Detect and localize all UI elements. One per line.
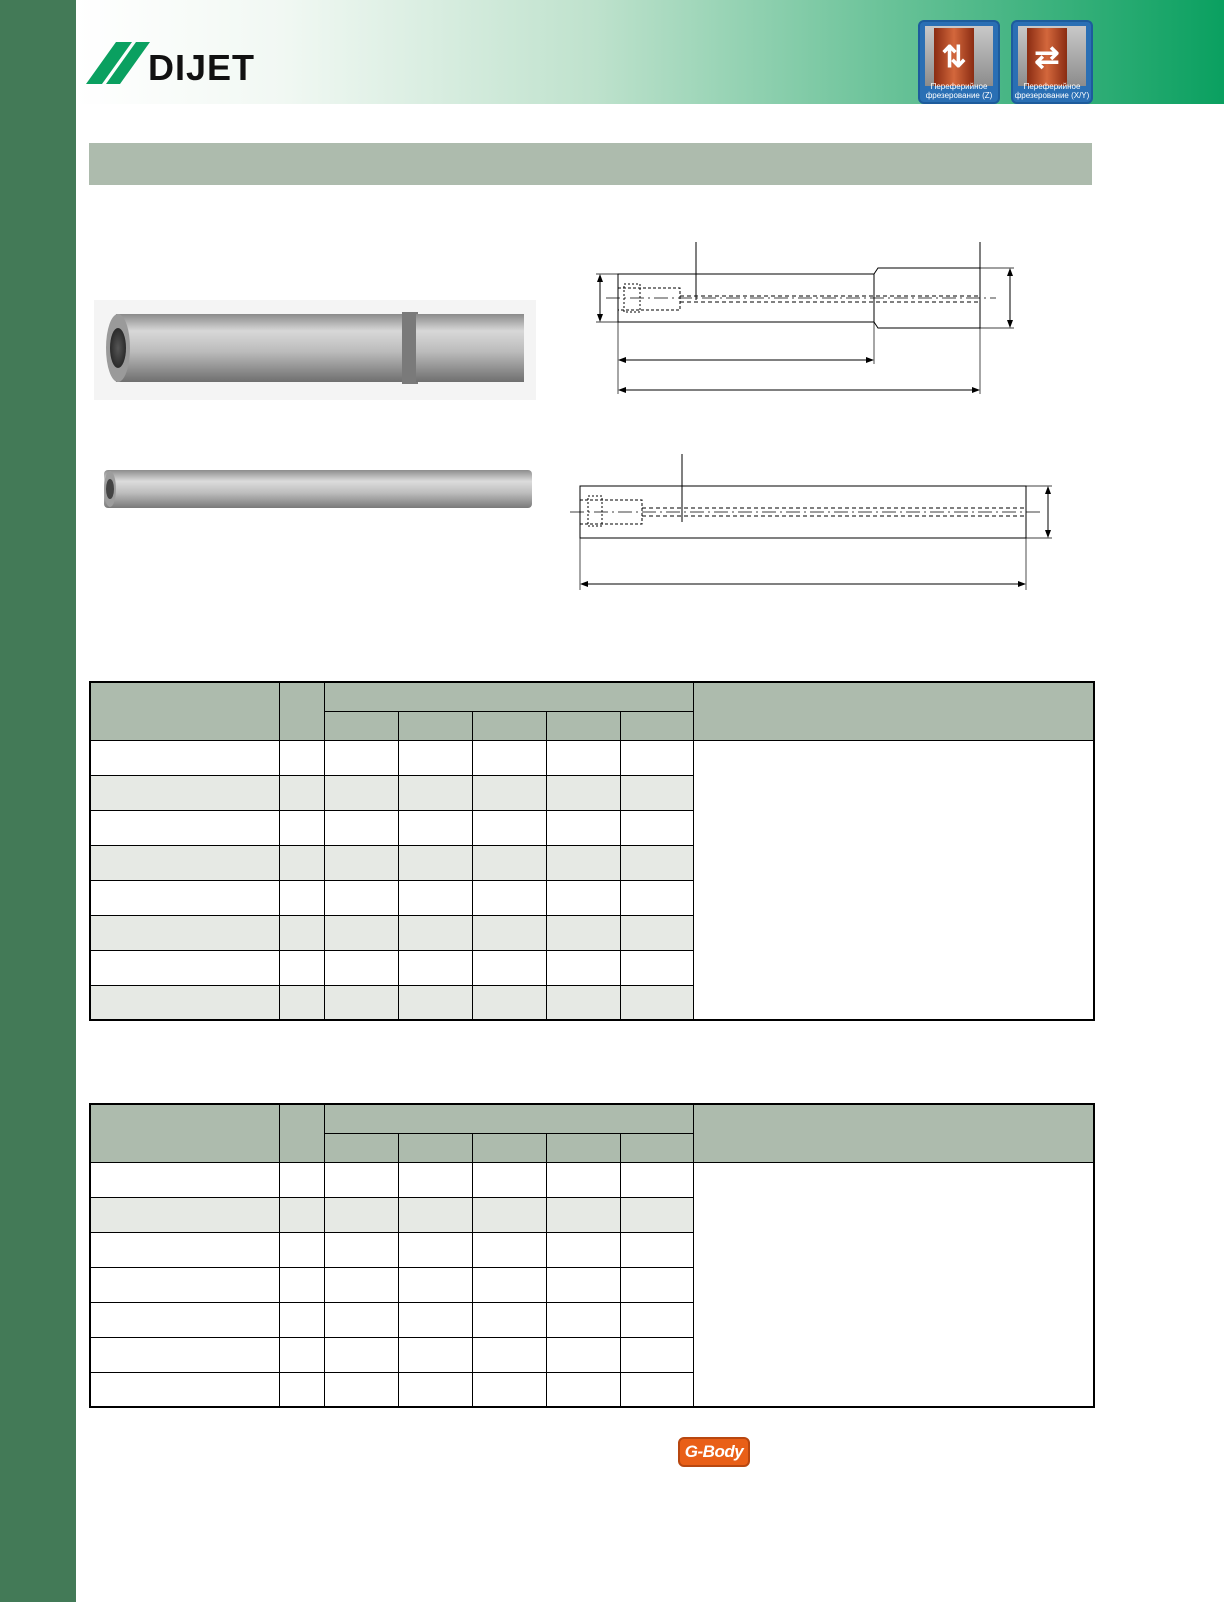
header-dim [546, 1133, 620, 1162]
table-row [90, 740, 1094, 775]
header-designation [90, 682, 279, 740]
peripheral-milling-z-badge [918, 20, 1000, 104]
mode-caption: Переферийное фрезерование (X/Y) [1014, 82, 1090, 100]
notes-cell [693, 740, 1094, 1020]
table-row [90, 1162, 1094, 1197]
horizontal-arrows-icon: ⇄ [1034, 41, 1060, 74]
logo-slashes-icon [86, 38, 150, 88]
straight-shank-drawing [570, 450, 1060, 596]
vertical-arrows-icon: ⇅ [941, 41, 967, 74]
logo-wordmark: DIJET [148, 47, 256, 88]
header-dim [620, 711, 693, 740]
g-body-badge: G-Body [678, 1437, 750, 1467]
straight-shank-photo [100, 466, 536, 512]
peripheral-milling-xy-badge [1011, 20, 1093, 104]
header-dimensions [324, 1104, 693, 1133]
spec-table-1 [89, 681, 1095, 1021]
header-notes [693, 1104, 1094, 1162]
header-dim [398, 711, 472, 740]
notes-cell [693, 1162, 1094, 1407]
header-dim [398, 1133, 472, 1162]
dijet-logo [86, 38, 286, 88]
left-sidebar [0, 0, 76, 1602]
mode-caption: Переферийное фрезерование (Z) [925, 82, 993, 100]
header-designation [90, 1104, 279, 1162]
section-title-band [89, 143, 1092, 185]
header-dim [324, 1133, 398, 1162]
header-dim [620, 1133, 693, 1162]
header-dim [472, 1133, 546, 1162]
header-dim [324, 711, 398, 740]
spec-table-2 [89, 1103, 1095, 1408]
header-dim [472, 711, 546, 740]
stepped-shank-photo [94, 300, 536, 400]
stepped-shank-drawing [586, 238, 1026, 398]
header-dimensions [324, 682, 693, 711]
header-dim [546, 711, 620, 740]
header-notes [693, 682, 1094, 740]
header-stock [279, 682, 324, 740]
header-stock [279, 1104, 324, 1162]
